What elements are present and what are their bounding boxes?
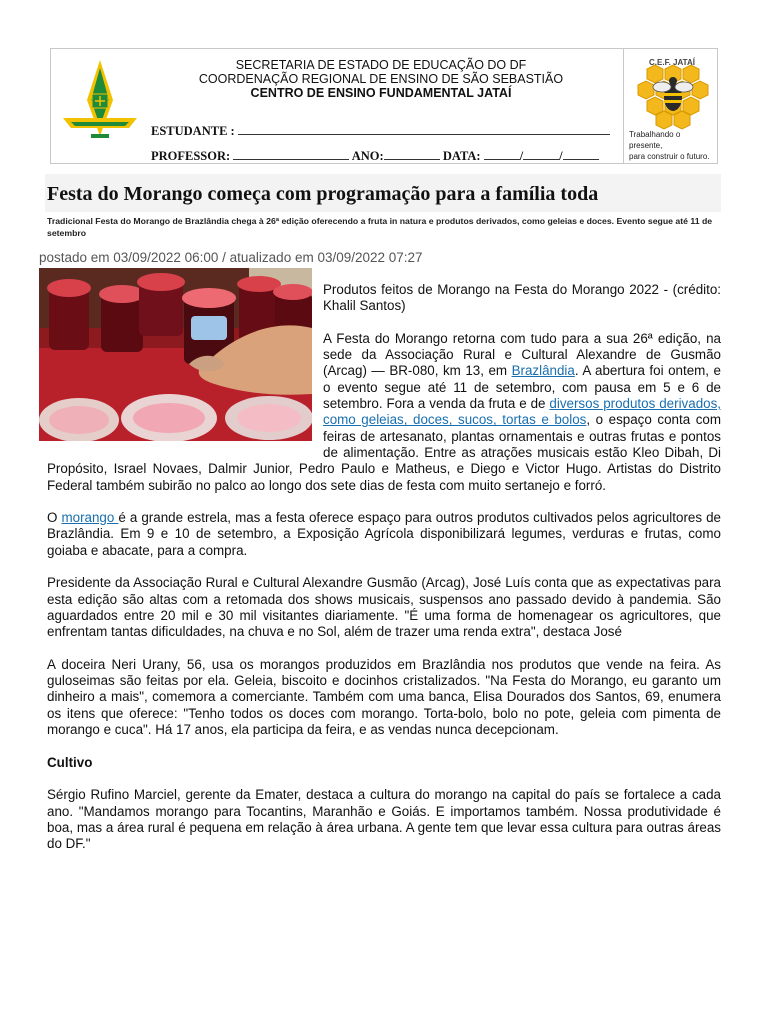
df-flag-logo-icon bbox=[61, 56, 139, 144]
article-title: Festa do Morango começa com programação para a família toda bbox=[47, 183, 599, 205]
date-month-blank[interactable] bbox=[523, 148, 559, 160]
paragraph-4: A doceira Neri Urany, 56, usa os morangos produzidos em Brazlândia nos produtos que vende na feira. As guloseimas são feitas por ela. Geleia, biscoito e docinhos cristalizados. "Na Festa do Morango, eu garanto um dinheiro a mais", comemora a comerciante. Também com uma banca, Elisa Dourados dos Santos, 69, enumera os itens que oferece: "Tenho todos os doces com morango. Torta-bolo, bolo no pote, geleia com pimenta de morango e cuca". Há 17 anos, ela participa da feira, e as vendas nunca decepcionam. bbox=[47, 656, 721, 738]
section-heading-cultivo: Cultivo bbox=[47, 754, 93, 770]
student-label: ESTUDANTE : bbox=[151, 124, 235, 138]
photo-float-spacer bbox=[47, 282, 323, 455]
date-day-blank[interactable] bbox=[484, 148, 520, 160]
paragraph-1-text-a: A Festa do Morango retorna com tudo para a sua 26ª edição, na sede da Associação Rural e Cultural Alexandre de Gusmão (Arcag) — BR-080, km 13, em bbox=[323, 330, 721, 379]
photo-caption: Produtos feitos de Morango na Festa do Morango 2022 - (crédito: Khalil Santos) bbox=[323, 282, 721, 314]
cef-jatai-logo bbox=[629, 53, 715, 159]
date-sep-2: / bbox=[559, 149, 563, 163]
link-derived-products[interactable]: diversos produtos derivados, como geleias, doces, sucos, tortas e bolos bbox=[323, 396, 722, 428]
paragraph-2-text-b: é a grande estrela, mas a festa oferece espaço para outros produtos cultivados pelos agricultores de Brazlândia. Em 9 e 10 de setembro, a Exposição Agrícola disponibilizará legumes, verduras e frutas, como goiaba e abacate, para a compra. bbox=[47, 510, 721, 558]
teacher-blank[interactable] bbox=[233, 148, 349, 160]
slogan-line-1: Trabalhando o presente, bbox=[629, 130, 681, 150]
posted-timestamp: postado em 03/09/2022 06:00 / atualizado em 03/09/2022 07:27 bbox=[39, 250, 423, 265]
paragraph-3: Presidente da Associação Rural e Cultural Alexandre Gusmão (Arcag), José Luís conta que as expectativas para esta edição são altas com a retomada dos shows musicais, suspensos ano passado devido à pandemia. São aguardados entre 20 mil e 30 mil visitantes diariamente. "É uma forma de homenagear os agricultores, que enfrentam tantas dificuldades, na chuva e no Sol, além de trazer uma renda extra", destaca José bbox=[47, 575, 721, 640]
paragraph-1-text-b: . A abertura foi ontem, e o evento segue até 11 de setembro, com pausa em 5 e 6 de setembro. Fora a venda da fruta e de bbox=[323, 363, 721, 412]
header-divider bbox=[623, 49, 624, 163]
slogan-line-2: para construir o futuro. bbox=[629, 152, 710, 161]
cef-jatai-caption: C.E.F. JATAÍ bbox=[649, 58, 695, 67]
article-body bbox=[47, 282, 721, 869]
teacher-field bbox=[151, 148, 599, 164]
institution-line-1: SECRETARIA DE ESTADO DE EDUCAÇÃO DO DF bbox=[235, 58, 527, 72]
student-blank[interactable] bbox=[238, 123, 610, 135]
paragraph-5: Sérgio Rufino Marciel, gerente da Emater, destaca a cultura do morango na capital do país se fortalece a cada ano. "Mandamos morango para Tocantins, Maranhão e Goiás. E importamos também. Nossa produtividade é boa, mas a área rural é pequena em relação à área urbana. A gente tem que levar essa cultura para outras áreas do DF." bbox=[47, 787, 721, 852]
cef-jatai-slogan bbox=[629, 129, 715, 162]
link-morango[interactable]: morango bbox=[61, 510, 119, 526]
year-label: ANO: bbox=[351, 149, 384, 163]
school-header bbox=[50, 48, 718, 164]
student-field bbox=[151, 123, 610, 139]
year-blank[interactable] bbox=[384, 148, 440, 160]
institution-line-2: COORDENAÇÃO REGIONAL DE ENSINO DE SÃO SEBASTIÃO bbox=[198, 72, 564, 86]
school-name: CENTRO DE ENSINO FUNDAMENTAL JATAÍ bbox=[250, 86, 512, 100]
date-year-blank[interactable] bbox=[563, 148, 599, 160]
article-title-bar bbox=[45, 174, 721, 212]
institution-block bbox=[151, 58, 611, 100]
date-sep-1: / bbox=[519, 149, 524, 163]
paragraph-2 bbox=[47, 510, 721, 559]
paragraph-1-text-c: , o espaço conta com feiras de artesanato, plantas ornamentais e outras frutas e pontos de alimentação. Entre as atrações musicais estão Kleo Dibah, Di Propósito, Israel Novaes, Dalmir Junior, Pedro Paulo e Matheus, e Diego e Victor Hugo. Artistas do Distrito Federal também subirão no palco ao longo dos sete dias de festa com muito sertanejo e forró. bbox=[47, 412, 721, 493]
paragraph-2-text-a: O bbox=[47, 510, 62, 526]
date-label: DATA: bbox=[442, 149, 481, 163]
teacher-label: PROFESSOR: bbox=[151, 149, 231, 163]
article-subtitle: Tradicional Festa do Morango de Brazlândia chega à 26ª edição oferecendo a fruta in natura e produtos derivados, como geleias e doces. Evento segue até 11 de setembro bbox=[47, 216, 713, 238]
link-brazlandia[interactable]: Brazlândia bbox=[511, 363, 575, 379]
